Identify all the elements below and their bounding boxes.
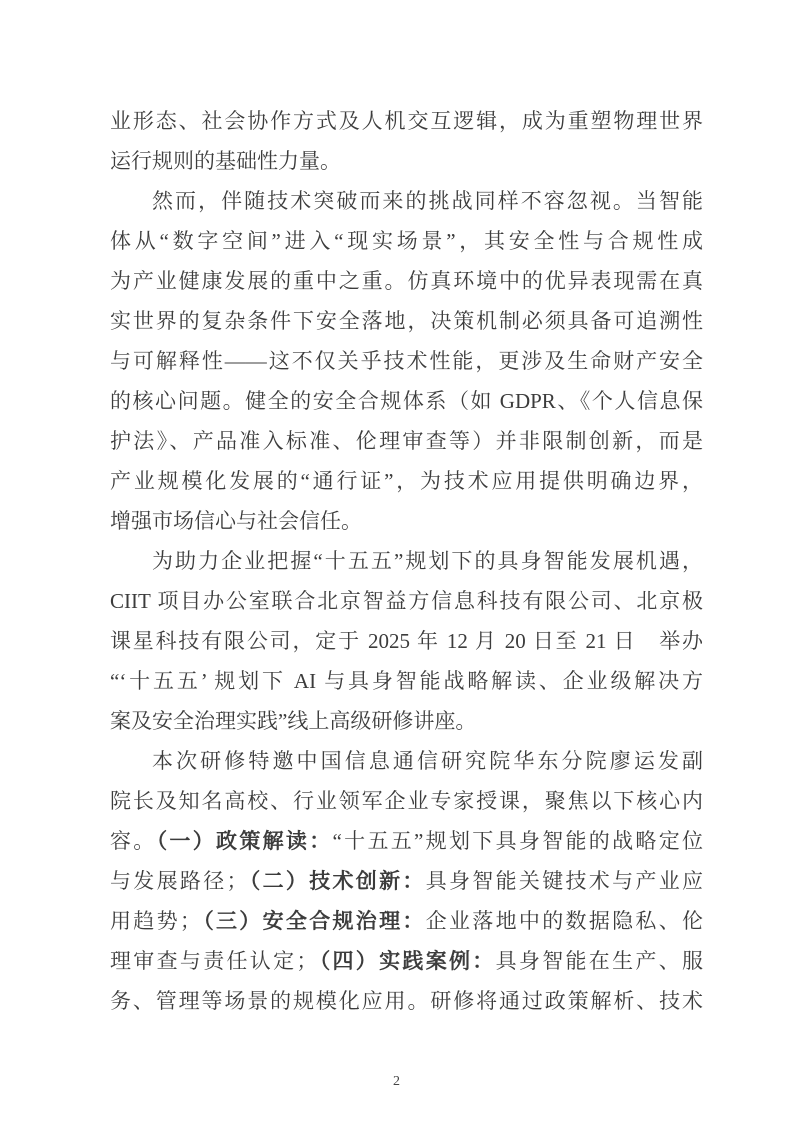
text-line — [110, 541, 703, 581]
text-run: 与可解释性——这不仅关乎技术性能，更涉及生命财产安全 — [110, 349, 703, 373]
text-run: 然而，伴随技术突破而来的挑战同样不容忽视。当智能 — [152, 189, 703, 213]
text-block — [110, 101, 703, 1021]
text-line — [110, 421, 703, 461]
text-run: 理审查与责任认定； — [110, 949, 318, 973]
text-run: 护法》、产品准入标准、伦理审查等）并非限制创新，而是 — [110, 429, 703, 453]
text-run: 用趋势； — [110, 909, 201, 933]
text-line — [110, 701, 703, 741]
bold-text-run: （二）技术创新： — [247, 869, 426, 893]
text-run: 务、管理等场景的规模化应用。研修将通过政策解析、技术 — [110, 989, 703, 1013]
text-line — [110, 981, 703, 1021]
text-run: “‘十五五’ 规划下 AI 与具身智能战略解读、企业级解决方 — [110, 669, 703, 693]
text-run: 具身智能在生产、服 — [495, 949, 703, 973]
text-line — [110, 941, 703, 981]
text-run: 增强市场信心与社会信任。 — [110, 509, 362, 533]
text-run: 院长及知名高校、行业领军企业专家授课，聚焦以下核心内 — [110, 789, 703, 813]
bold-text-run: （三）安全合规治理： — [200, 909, 426, 933]
text-line — [110, 381, 703, 421]
text-line — [110, 301, 703, 341]
bold-text-run: （一）政策解读： — [156, 829, 333, 853]
text-run: 产业规模化发展的“通行证”，为技术应用提供明确边界， — [110, 469, 703, 493]
text-run: 体从“数字空间”进入“现实场景”，其安全性与合规性成 — [110, 229, 703, 253]
text-line — [110, 901, 703, 941]
text-line — [110, 661, 703, 701]
text-run: 案及安全治理实践”线上高级研修讲座。 — [110, 709, 477, 733]
text-line — [110, 141, 703, 181]
text-line — [110, 261, 703, 301]
text-run: 企业落地中的数据隐私、伦 — [425, 909, 703, 933]
text-line — [110, 861, 703, 901]
text-line — [110, 501, 703, 541]
text-line — [110, 341, 703, 381]
text-line — [110, 181, 703, 221]
text-run: 运行规则的基础性力量。 — [110, 149, 341, 173]
text-run: 课星科技有限公司，定于 2025 年 12 月 20 日至 21 日 举办 — [110, 629, 703, 653]
text-line — [110, 581, 703, 621]
text-line — [110, 741, 703, 781]
text-line — [110, 621, 703, 661]
bold-text-run: （四）实践案例： — [317, 949, 496, 973]
page-number: 2 — [393, 1074, 400, 1089]
text-run: 本次研修特邀中国信息通信研究院华东分院廖运发副 — [152, 749, 703, 773]
text-run: 业形态、社会协作方式及人机交互逻辑，成为重塑物理世界 — [110, 109, 703, 133]
text-run: 容。 — [110, 829, 157, 853]
text-line — [110, 221, 703, 261]
text-run: CIIT 项目办公室联合北京智益方信息科技有限公司、北京极 — [110, 589, 703, 613]
text-line — [110, 101, 703, 141]
text-run: 与发展路径； — [110, 869, 248, 893]
text-run: 实世界的复杂条件下安全落地，决策机制必须具备可追溯性 — [110, 309, 703, 333]
text-run: 为助力企业把握“十五五”规划下的具身智能发展机遇， — [152, 549, 703, 573]
text-run: 的核心问题。健全的安全合规体系（如 GDPR、《个人信息保 — [110, 389, 703, 413]
text-line — [110, 461, 703, 501]
text-run: 具身智能关键技术与产业应 — [425, 869, 703, 893]
text-line — [110, 821, 703, 861]
text-line — [110, 781, 703, 821]
text-run: “十五五”规划下具身智能的战略定位 — [332, 829, 703, 853]
text-run: 为产业健康发展的重中之重。仿真环境中的优异表现需在真 — [110, 269, 703, 293]
